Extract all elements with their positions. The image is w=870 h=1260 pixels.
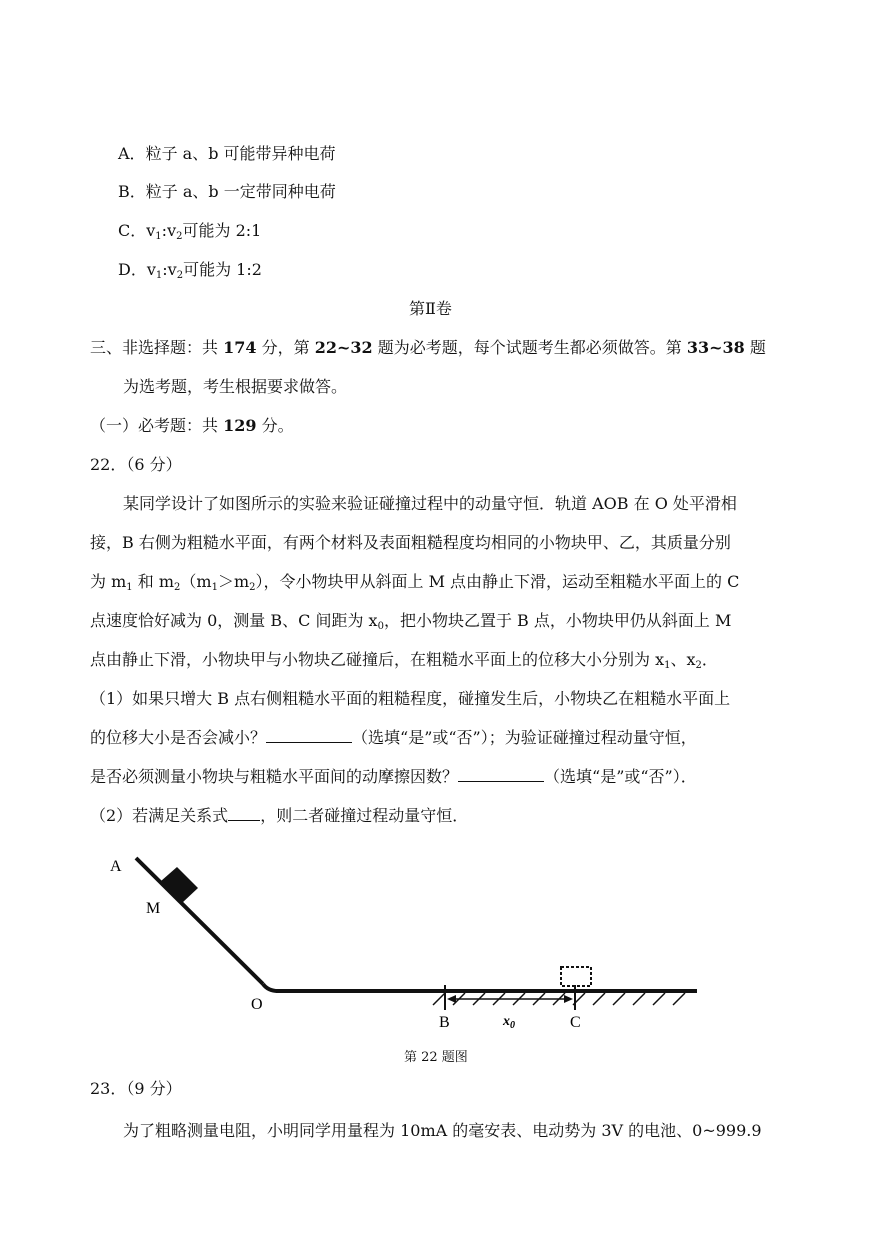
required-heading: （一）必考题：共 129 分。: [90, 416, 294, 435]
option-c: C．$v_1:v_2$可能为 2:1: [118, 221, 262, 242]
q22-figure: [0, 845, 870, 1035]
figure-caption: 第 22 题图: [404, 1050, 468, 1065]
label-x0: $x_0$: [503, 1014, 515, 1031]
track-curve: [263, 984, 278, 991]
q22-para-line3: 为 $m_1$ 和 $m_2(m_1>m_2)$，令小物块甲从斜面上 M 点由静止下滑，运动至粗糙水平面上的 C: [90, 572, 740, 593]
q22-para-line1: 某同学设计了如图所示的实验来验证碰撞过程中的动量守恒．轨道 AOB 在 O 处平滑相: [123, 494, 737, 513]
section-title: 第Ⅱ卷: [409, 299, 452, 318]
label-m: M: [146, 900, 161, 917]
x0-arrow-left-head: [447, 995, 456, 1003]
option-a: A．粒子 a、b 可能带异种电荷: [118, 144, 336, 163]
q22-sub1-line1: （1）如果只增大 B 点右侧粗糙水平面的粗糙程度，碰撞发生后，小物块乙在粗糙水平面上: [90, 689, 731, 708]
incline-track: [136, 858, 263, 984]
part3-heading-line2: 为选考题，考生根据要求做答。: [123, 377, 348, 396]
label-c: C: [570, 1014, 581, 1031]
q22-para-line4: 点速度恰好减为 0，测量 B、C 间距为 $x_0$，把小物块乙置于 B 点，小物块甲仍从斜面上 M: [90, 611, 732, 632]
q22-sub1-line3: 是否必须测量小物块与粗糙水平面间的动摩擦因数？ （选填“是”或“否”）．: [90, 767, 697, 786]
q22-para-line2: 接，B 右侧为粗糙水平面，有两个材料及表面粗糙程度均相同的小物块甲、乙，其质量分别: [90, 533, 731, 552]
q22-sub2: （2）若满足关系式 ，则二者碰撞过程动量守恒．: [90, 806, 469, 825]
option-d: D．$v_1:v_2$可能为 1:2: [118, 260, 262, 281]
block-at-c-dashed: [561, 967, 591, 986]
answer-blank-3[interactable]: [228, 806, 260, 821]
q22-number: 22．（6 分）: [90, 455, 182, 474]
x0-arrow-right-head: [564, 995, 573, 1003]
label-o: O: [251, 996, 263, 1013]
answer-blank-2[interactable]: [458, 767, 544, 782]
q23-number: 23．（9 分）: [90, 1079, 182, 1098]
label-b: B: [439, 1014, 450, 1031]
q23-para-line1: 为了粗略测量电阻，小明同学用量程为 10mA 的毫安表、电动势为 3V 的电池、0~999.9: [123, 1121, 762, 1140]
answer-blank-1[interactable]: [266, 728, 352, 743]
block-m: [161, 867, 198, 903]
q22-para-line5: 点由静止下滑，小物块甲与小物块乙碰撞后，在粗糙水平面上的位移大小分别为 $x_1$、$x_2$．: [90, 650, 718, 671]
q22-sub1-line2: 的位移大小是否会减小？ （选填“是”或“否”）；为验证碰撞过程动量守恒，: [90, 728, 697, 747]
option-b: B．粒子 a、b 一定带同种电荷: [118, 182, 336, 201]
label-a: A: [110, 858, 122, 875]
part3-heading: 三、非选择题：共 174 分，第 22~32 题为必考题，每个试题考生都必须做答。第 33~38 题: [90, 338, 766, 357]
